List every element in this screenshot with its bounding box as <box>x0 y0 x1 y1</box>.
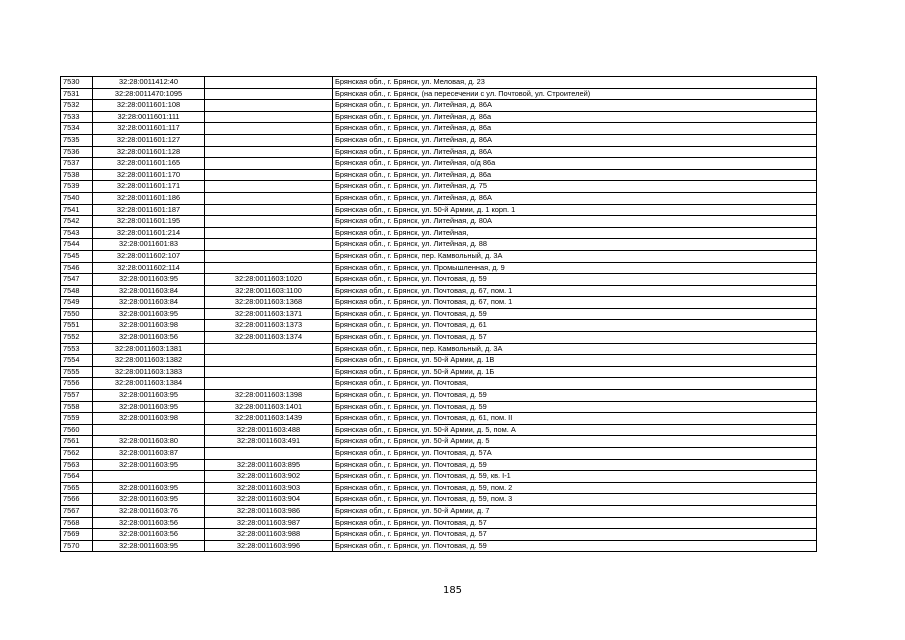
object-cadastral-number-cell <box>205 134 333 146</box>
object-cadastral-number-cell: 32:28:0011603:1371 <box>205 308 333 320</box>
object-cadastral-number-cell: 32:28:0011603:904 <box>205 494 333 506</box>
table-row <box>61 482 817 494</box>
cadastral-number-cell: 32:28:0011601:127 <box>93 134 205 146</box>
row-number-cell: 7558 <box>61 401 93 413</box>
table-row <box>61 192 817 204</box>
page-number: 185 <box>442 585 463 596</box>
table-row <box>61 505 817 517</box>
row-number-cell: 7551 <box>61 320 93 332</box>
table-row <box>61 459 817 471</box>
table-row <box>61 517 817 529</box>
object-cadastral-number-cell <box>205 250 333 262</box>
row-number-cell: 7555 <box>61 366 93 378</box>
row-number-cell: 7540 <box>61 192 93 204</box>
cadastral-number-cell: 32:28:0011603:95 <box>93 482 205 494</box>
row-number-cell: 7563 <box>61 459 93 471</box>
address-cell: Брянская обл., г. Брянск, ул. Литейная, д. 88 <box>333 239 817 251</box>
row-number-cell: 7562 <box>61 448 93 460</box>
row-number-cell: 7532 <box>61 100 93 112</box>
table-row <box>61 227 817 239</box>
row-number-cell: 7538 <box>61 169 93 181</box>
cadastral-number-cell: 32:28:0011601:171 <box>93 181 205 193</box>
row-number-cell: 7554 <box>61 355 93 367</box>
table-row <box>61 88 817 100</box>
table-row <box>61 436 817 448</box>
row-number-cell: 7533 <box>61 111 93 123</box>
address-cell: Брянская обл., г. Брянск, ул. Почтовая, д. 59 <box>333 540 817 552</box>
address-cell: Брянская обл., г. Брянск, ул. Литейная, д. 75 <box>333 181 817 193</box>
object-cadastral-number-cell <box>205 88 333 100</box>
address-cell: Брянская обл., г. Брянск, ул. Литейная, д. 86А <box>333 146 817 158</box>
row-number-cell: 7530 <box>61 77 93 89</box>
object-cadastral-number-cell <box>205 181 333 193</box>
table-row <box>61 250 817 262</box>
address-cell: Брянская обл., г. Брянск, ул. 50-й Армии, д. 7 <box>333 505 817 517</box>
cadastral-number-cell: 32:28:0011601:214 <box>93 227 205 239</box>
cadastral-number-cell: 32:28:0011603:95 <box>93 459 205 471</box>
address-cell: Брянская обл., г. Брянск, ул. 50-й Армии, д. 5, пом. А <box>333 424 817 436</box>
table-row <box>61 378 817 390</box>
cadastral-number-cell: 32:28:0011602:107 <box>93 250 205 262</box>
object-cadastral-number-cell <box>205 123 333 135</box>
table-row <box>61 134 817 146</box>
address-cell: Брянская обл., г. Брянск, ул. Почтовая, д. 59, пом. 3 <box>333 494 817 506</box>
object-cadastral-number-cell: 32:28:0011603:1398 <box>205 390 333 402</box>
cadastral-number-cell: 32:28:0011602:114 <box>93 262 205 274</box>
address-cell: Брянская обл., г. Брянск, ул. Почтовая, д. 67, пом. 1 <box>333 297 817 309</box>
address-cell: Брянская обл., г. Брянск, ул. Почтовая, д. 59 <box>333 390 817 402</box>
address-cell: Брянская обл., г. Брянск, ул. Почтовая, д. 61, пом. II <box>333 413 817 425</box>
row-number-cell: 7537 <box>61 158 93 170</box>
object-cadastral-number-cell: 32:28:0011603:1439 <box>205 413 333 425</box>
table-row <box>61 401 817 413</box>
address-cell: Брянская обл., г. Брянск, ул. Почтовая, д. 57 <box>333 529 817 541</box>
table-row <box>61 471 817 483</box>
cadastral-number-cell: 32:28:0011603:98 <box>93 320 205 332</box>
object-cadastral-number-cell <box>205 111 333 123</box>
row-number-cell: 7548 <box>61 285 93 297</box>
cadastral-number-cell: 32:28:0011601:170 <box>93 169 205 181</box>
cadastral-number-cell <box>93 424 205 436</box>
address-cell: Брянская обл., г. Брянск, ул. Литейная, д. 86А <box>333 134 817 146</box>
object-cadastral-number-cell <box>205 204 333 216</box>
row-number-cell: 7542 <box>61 216 93 228</box>
object-cadastral-number-cell: 32:28:0011603:988 <box>205 529 333 541</box>
address-cell: Брянская обл., г. Брянск, ул. 50-й Армии, д. 5 <box>333 436 817 448</box>
cadastral-number-cell: 32:28:0011601:117 <box>93 123 205 135</box>
table-row <box>61 424 817 436</box>
cadastral-number-cell: 32:28:0011603:95 <box>93 390 205 402</box>
row-number-cell: 7543 <box>61 227 93 239</box>
address-cell: Брянская обл., г. Брянск, ул. Литейная, д. 86а <box>333 169 817 181</box>
row-number-cell: 7535 <box>61 134 93 146</box>
row-number-cell: 7566 <box>61 494 93 506</box>
object-cadastral-number-cell <box>205 192 333 204</box>
row-number-cell: 7570 <box>61 540 93 552</box>
cadastral-number-cell: 32:28:0011603:84 <box>93 285 205 297</box>
address-cell: Брянская обл., г. Брянск, пер. Камвольный, д. 3А <box>333 250 817 262</box>
object-cadastral-number-cell <box>205 448 333 460</box>
cadastral-number-cell: 32:28:0011603:1383 <box>93 366 205 378</box>
address-cell: Брянская обл., г. Брянск, ул. Промышленная, д. 9 <box>333 262 817 274</box>
address-cell: Брянская обл., г. Брянск, ул. 50-й Армии, д. 1 корп. 1 <box>333 204 817 216</box>
object-cadastral-number-cell <box>205 262 333 274</box>
address-cell: Брянская обл., г. Брянск, ул. Меловая, д. 23 <box>333 77 817 89</box>
cadastral-number-cell <box>93 471 205 483</box>
row-number-cell: 7539 <box>61 181 93 193</box>
object-cadastral-number-cell: 32:28:0011603:1373 <box>205 320 333 332</box>
object-cadastral-number-cell: 32:28:0011603:987 <box>205 517 333 529</box>
object-cadastral-number-cell <box>205 239 333 251</box>
table-row <box>61 529 817 541</box>
address-cell: Брянская обл., г. Брянск, ул. Почтовая, д. 59, пом. 2 <box>333 482 817 494</box>
table-row <box>61 320 817 332</box>
row-number-cell: 7547 <box>61 274 93 286</box>
row-number-cell: 7556 <box>61 378 93 390</box>
row-number-cell: 7531 <box>61 88 93 100</box>
cadastral-number-cell: 32:28:0011603:95 <box>93 274 205 286</box>
cadastral-number-cell: 32:28:0011601:108 <box>93 100 205 112</box>
table-row <box>61 274 817 286</box>
table-row <box>61 297 817 309</box>
row-number-cell: 7561 <box>61 436 93 448</box>
cadastral-number-cell: 32:28:0011470:1095 <box>93 88 205 100</box>
object-cadastral-number-cell: 32:28:0011603:1368 <box>205 297 333 309</box>
cadastral-number-cell: 32:28:0011603:87 <box>93 448 205 460</box>
address-cell: Брянская обл., г. Брянск, (на пересечении с ул. Почтовой, ул. Строителей) <box>333 88 817 100</box>
row-number-cell: 7549 <box>61 297 93 309</box>
table-row <box>61 390 817 402</box>
table-row <box>61 308 817 320</box>
cadastral-number-cell: 32:28:0011603:56 <box>93 332 205 344</box>
object-cadastral-number-cell: 32:28:0011603:1374 <box>205 332 333 344</box>
address-cell: Брянская обл., г. Брянск, ул. Почтовая, д. 59 <box>333 274 817 286</box>
object-cadastral-number-cell: 32:28:0011603:996 <box>205 540 333 552</box>
cadastral-number-cell: 32:28:0011603:95 <box>93 540 205 552</box>
cadastral-number-cell: 32:28:0011601:111 <box>93 111 205 123</box>
table-row <box>61 146 817 158</box>
cadastral-number-cell: 32:28:0011601:187 <box>93 204 205 216</box>
table-row <box>61 285 817 297</box>
row-number-cell: 7536 <box>61 146 93 158</box>
object-cadastral-number-cell <box>205 366 333 378</box>
cadastral-number-cell: 32:28:0011603:80 <box>93 436 205 448</box>
table-row <box>61 413 817 425</box>
row-number-cell: 7552 <box>61 332 93 344</box>
row-number-cell: 7557 <box>61 390 93 402</box>
row-number-cell: 7544 <box>61 239 93 251</box>
address-cell: Брянская обл., г. Брянск, ул. Литейная, д. 86а <box>333 123 817 135</box>
table-row <box>61 111 817 123</box>
table-row <box>61 540 817 552</box>
table-row <box>61 158 817 170</box>
object-cadastral-number-cell <box>205 378 333 390</box>
cadastral-number-cell: 32:28:0011603:1384 <box>93 378 205 390</box>
cadastral-number-cell: 32:28:0011412:40 <box>93 77 205 89</box>
cadastral-number-cell: 32:28:0011603:95 <box>93 401 205 413</box>
row-number-cell: 7565 <box>61 482 93 494</box>
table-row <box>61 262 817 274</box>
object-cadastral-number-cell <box>205 216 333 228</box>
object-cadastral-number-cell <box>205 158 333 170</box>
object-cadastral-number-cell <box>205 169 333 181</box>
row-number-cell: 7564 <box>61 471 93 483</box>
address-cell: Брянская обл., г. Брянск, ул. Почтовая, д. 59 <box>333 459 817 471</box>
table-row <box>61 366 817 378</box>
cadastral-number-cell: 32:28:0011601:83 <box>93 239 205 251</box>
address-cell: Брянская обл., г. Брянск, ул. Литейная, <box>333 227 817 239</box>
object-cadastral-number-cell: 32:28:0011603:1020 <box>205 274 333 286</box>
object-cadastral-number-cell: 32:28:0011603:488 <box>205 424 333 436</box>
object-cadastral-number-cell: 32:28:0011603:491 <box>205 436 333 448</box>
registry-table-body <box>61 77 817 552</box>
cadastral-number-cell: 32:28:0011603:95 <box>93 494 205 506</box>
row-number-cell: 7550 <box>61 308 93 320</box>
row-number-cell: 7569 <box>61 529 93 541</box>
table-row <box>61 332 817 344</box>
cadastral-number-cell: 32:28:0011601:165 <box>93 158 205 170</box>
row-number-cell: 7567 <box>61 505 93 517</box>
address-cell: Брянская обл., г. Брянск, пер. Камвольный, д. 3А <box>333 343 817 355</box>
row-number-cell: 7560 <box>61 424 93 436</box>
row-number-cell: 7559 <box>61 413 93 425</box>
cadastral-number-cell: 32:28:0011603:56 <box>93 529 205 541</box>
row-number-cell: 7568 <box>61 517 93 529</box>
cadastral-number-cell: 32:28:0011603:76 <box>93 505 205 517</box>
table-row <box>61 169 817 181</box>
object-cadastral-number-cell: 32:28:0011603:1401 <box>205 401 333 413</box>
cadastral-number-cell: 32:28:0011603:1382 <box>93 355 205 367</box>
cadastral-number-cell: 32:28:0011603:84 <box>93 297 205 309</box>
address-cell: Брянская обл., г. Брянск, ул. Почтовая, д. 67, пом. 1 <box>333 285 817 297</box>
table-row <box>61 239 817 251</box>
object-cadastral-number-cell <box>205 77 333 89</box>
address-cell: Брянская обл., г. Брянск, ул. Почтовая, д. 57 <box>333 517 817 529</box>
cadastral-number-cell: 32:28:0011603:1381 <box>93 343 205 355</box>
cadastral-number-cell: 32:28:0011603:95 <box>93 308 205 320</box>
cadastral-number-cell: 32:28:0011601:186 <box>93 192 205 204</box>
address-cell: Брянская обл., г. Брянск, ул. Литейная, д. 86А <box>333 192 817 204</box>
cadastral-number-cell: 32:28:0011601:195 <box>93 216 205 228</box>
object-cadastral-number-cell <box>205 100 333 112</box>
table-row <box>61 100 817 112</box>
address-cell: Брянская обл., г. Брянск, ул. Почтовая, д. 59 <box>333 401 817 413</box>
table-row <box>61 343 817 355</box>
object-cadastral-number-cell: 32:28:0011603:895 <box>205 459 333 471</box>
address-cell: Брянская обл., г. Брянск, ул. Почтовая, д. 61 <box>333 320 817 332</box>
object-cadastral-number-cell <box>205 146 333 158</box>
address-cell: Брянская обл., г. Брянск, ул. Почтовая, <box>333 378 817 390</box>
address-cell: Брянская обл., г. Брянск, ул. Почтовая, д. 57А <box>333 448 817 460</box>
address-cell: Брянская обл., г. Брянск, ул. Литейная, о/д 86а <box>333 158 817 170</box>
row-number-cell: 7546 <box>61 262 93 274</box>
address-cell: Брянская обл., г. Брянск, ул. Литейная, д. 86а <box>333 111 817 123</box>
object-cadastral-number-cell: 32:28:0011603:903 <box>205 482 333 494</box>
registry-table <box>60 76 817 552</box>
table-row <box>61 77 817 89</box>
address-cell: Брянская обл., г. Брянск, ул. 50-й Армии, д. 1В <box>333 355 817 367</box>
table-row <box>61 448 817 460</box>
object-cadastral-number-cell <box>205 355 333 367</box>
address-cell: Брянская обл., г. Брянск, ул. Литейная, д. 86А <box>333 100 817 112</box>
object-cadastral-number-cell: 32:28:0011603:986 <box>205 505 333 517</box>
address-cell: Брянская обл., г. Брянск, ул. Литейная, д. 80А <box>333 216 817 228</box>
address-cell: Брянская обл., г. Брянск, ул. Почтовая, д. 59, кв. I-1 <box>333 471 817 483</box>
address-cell: Брянская обл., г. Брянск, ул. Почтовая, д. 57 <box>333 332 817 344</box>
table-row <box>61 181 817 193</box>
object-cadastral-number-cell <box>205 343 333 355</box>
table-row <box>61 494 817 506</box>
object-cadastral-number-cell <box>205 227 333 239</box>
table-row <box>61 216 817 228</box>
address-cell: Брянская обл., г. Брянск, ул. 50-й Армии, д. 1Б <box>333 366 817 378</box>
table-row <box>61 355 817 367</box>
row-number-cell: 7545 <box>61 250 93 262</box>
table-row <box>61 204 817 216</box>
row-number-cell: 7541 <box>61 204 93 216</box>
row-number-cell: 7534 <box>61 123 93 135</box>
table-row <box>61 123 817 135</box>
object-cadastral-number-cell: 32:28:0011603:1100 <box>205 285 333 297</box>
cadastral-number-cell: 32:28:0011603:56 <box>93 517 205 529</box>
object-cadastral-number-cell: 32:28:0011603:902 <box>205 471 333 483</box>
row-number-cell: 7553 <box>61 343 93 355</box>
cadastral-number-cell: 32:28:0011601:128 <box>93 146 205 158</box>
cadastral-number-cell: 32:28:0011603:98 <box>93 413 205 425</box>
address-cell: Брянская обл., г. Брянск, ул. Почтовая, д. 59 <box>333 308 817 320</box>
